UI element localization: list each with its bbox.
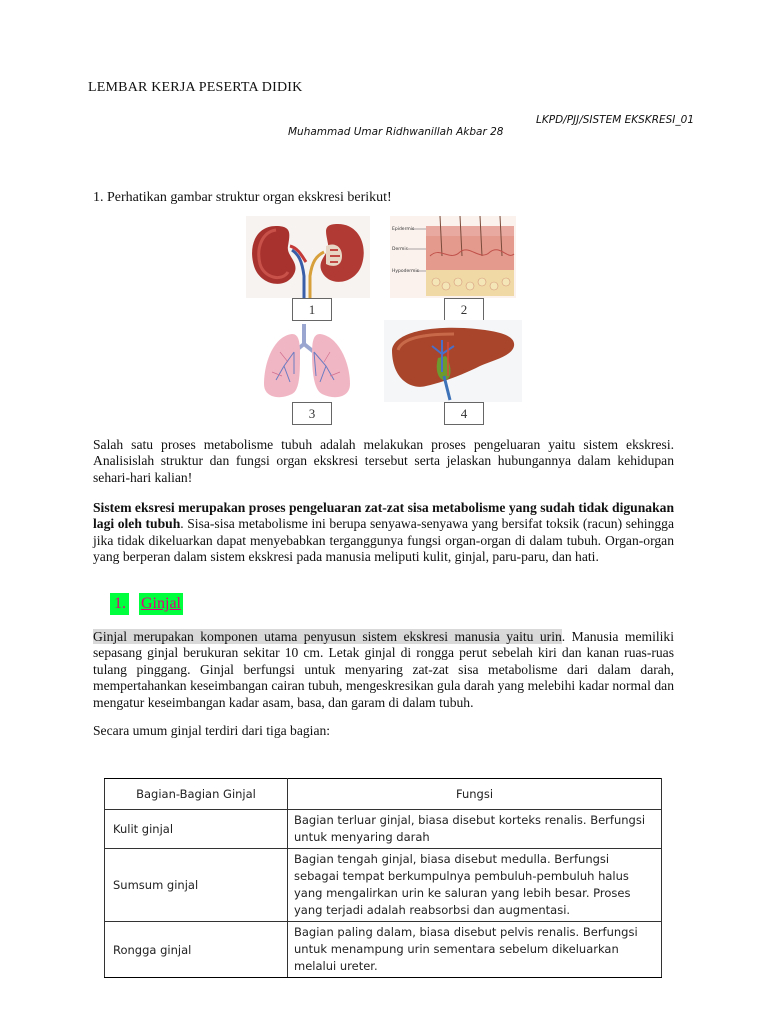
skin-label-epidermis: Epidermis bbox=[392, 227, 415, 232]
document-title: LEMBAR KERJA PESERTA DIDIK bbox=[88, 80, 303, 95]
kidney-paragraph bbox=[93, 629, 674, 711]
instruction-paragraph: Salah satu proses metabolisme tubuh adalah melakukan proses pengeluaran yaitu sistem ekskresi. Analisislah struktur dan fungsi organ ekskresi tersebut serta jelaskan hubungannya dalam kehidupan sehari-hari kalian! bbox=[93, 437, 674, 485]
excretory-organs-figure bbox=[244, 214, 526, 428]
skin-label-dermis: Dermis bbox=[392, 247, 408, 252]
definition-bold-text: Sistem eksresi merupakan proses pengeluaran zat-zat sisa metabolisme yang sudah tidak digunakan lagi oleh tubuh bbox=[93, 500, 674, 532]
skin-cross-section-illustration bbox=[390, 216, 516, 298]
table-cell-part: Kulit ginjal bbox=[105, 810, 288, 849]
question-1: 1. Perhatikan gambar struktur organ ekskresi berikut! bbox=[93, 190, 392, 205]
table-cell-function: Bagian paling dalam, biasa disebut pelvis renalis. Berfungsi untuk menampung urin sementara sebelum dikeluarkan melalui ureter. bbox=[288, 922, 662, 978]
table-cell-function: Bagian terluar ginjal, biasa disebut korteks renalis. Berfungsi untuk menyaring darah bbox=[288, 810, 662, 849]
table-cell-part: Sumsum ginjal bbox=[105, 849, 288, 922]
skin-label-hypodermis: Hypodermis bbox=[392, 269, 420, 274]
excretion-definition-paragraph bbox=[93, 500, 674, 566]
table-row bbox=[105, 810, 662, 849]
table-row bbox=[105, 922, 662, 978]
kidney-illustration bbox=[246, 216, 370, 298]
section-title: Ginjal bbox=[139, 593, 183, 615]
table-header-function: Fungsi bbox=[288, 779, 662, 810]
liver-illustration bbox=[384, 320, 522, 402]
figure-label-3: 3 bbox=[292, 402, 332, 425]
definition-rest-text: . Sisa-sisa metabolisme ini berupa senyawa-senyawa yang bersifat toksik (racun) sehingga jika tidak dikeluarkan dapat menyebabkan terganggunya fungsi organ-organ di dalam tubuh. Organ-organ yang berperan dalam sistem ekskresi pada manusia meliputi kulit, ginjal, paru-paru, dan hati. bbox=[93, 516, 674, 565]
kidney-rest-text: . Manusia memiliki sepasang ginjal berukuran sekitar 10 cm. Letak ginjal di rongga perut sebelah kiri dan kanan ruas-ruas tulang pinggang. Ginjal berfungsi untuk menyaring zat-zat sisa metabolisme dari dalam darah, mempertahankan keseimbangan cairan tubuh, mengeskresikan gula darah yang melebihi kadar normal dan mengatur keseimbangan kadar asam, basa, dan garam di dalam tubuh. bbox=[93, 629, 674, 710]
lungs-illustration bbox=[260, 322, 354, 402]
table-cell-function: Bagian tengah ginjal, biasa disebut medulla. Berfungsi sebagai tempat berkumpulnya pembuluh-pembuluh halus yang mengalirkan urin ke saluran yang lebih besar. Proses yang terjadi adalah reabsorbsi dan augmentasi. bbox=[288, 849, 662, 922]
figure-label-1: 1 bbox=[292, 298, 332, 321]
kidney-parts-table bbox=[104, 778, 662, 978]
section-number: 1. bbox=[110, 593, 129, 615]
table-cell-part: Rongga ginjal bbox=[105, 922, 288, 978]
table-header-part: Bagian-Bagian Ginjal bbox=[105, 779, 288, 810]
kidney-parts-intro: Secara umum ginjal terdiri dari tiga bagian: bbox=[93, 723, 331, 738]
section-heading-ginjal bbox=[110, 593, 183, 615]
kidney-highlight-text: Ginjal merupakan komponen utama penyusun sistem ekskresi manusia yaitu urin bbox=[93, 629, 562, 644]
table-header-row bbox=[105, 779, 662, 810]
figure-label-4: 4 bbox=[444, 402, 484, 425]
table-row bbox=[105, 849, 662, 922]
figure-label-2: 2 bbox=[444, 298, 484, 321]
document-code: LKPD/PJJ/SISTEM EKSKRESI_01 bbox=[536, 114, 694, 126]
author-name: Muhammad Umar Ridhwanillah Akbar 28 bbox=[288, 126, 504, 138]
